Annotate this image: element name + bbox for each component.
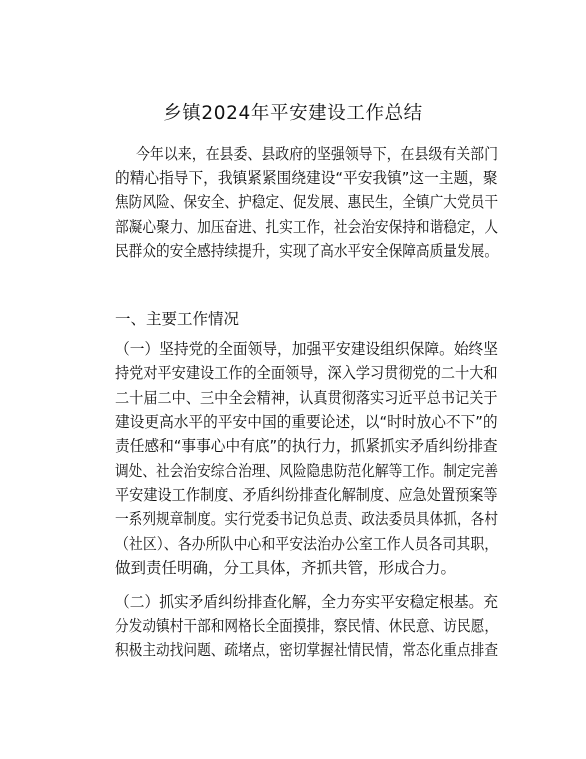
intro-line: 民群众的安全感持续提升，实现了高水平安全保障高质量发展。	[115, 242, 499, 260]
paragraph-line: 责任感和“事事心中有底”的执行力，抓紧抓实矛盾纠纷排查	[115, 437, 498, 455]
document-title: 乡镇2024年平安建设工作总结	[163, 103, 423, 124]
paragraph-line: （二）抓实矛盾纠纷排查化解，全力夯实平安稳定根基。充	[115, 593, 499, 611]
section-heading: 一、主要工作情况	[115, 310, 240, 328]
paragraph-line: 持党对平安建设工作的全面领导，深入学习贯彻党的二十大和	[115, 364, 498, 382]
paragraph-line: （社区）、各办所队中心和平安法治办公室工作人员各司其职，	[115, 535, 499, 553]
intro-line: 焦防风险、保安全、护稳定、促发展、惠民生，全镇广大党员干	[115, 193, 499, 211]
paragraph-line: 调处、社会治安综合治理、风险隐患防范化解等工作。制定完善	[115, 462, 499, 480]
intro-line: 部凝心聚力、加压奋进、扎实工作，社会治安保持和谐稳定，人	[115, 218, 499, 236]
paragraph-line: 平安建设工作制度、矛盾纠纷排查化解制度、应急处置预案等	[115, 486, 498, 504]
intro-line: 今年以来，在县委、县政府的坚强领导下，在县级有关部门	[136, 145, 499, 163]
paragraph-line: （一）坚持党的全面领导，加强平安建设组织保障。始终坚	[115, 340, 499, 358]
paragraph-line: 建设更高水平的平安中国的重要论述，以“时时放心不下”的	[115, 413, 498, 431]
paragraph-line: 做到责任明确，分工具体，齐抓共管，形成合力。	[115, 559, 457, 577]
paragraph-line: 二十届二中、三中全会精神，认真贯彻落实习近平总书记关于	[115, 389, 498, 407]
intro-line: 的精心指导下，我镇紧紧围绕建设“平安我镇”这一主题，聚	[115, 169, 498, 187]
paragraph-line: 分发动镇村干部和网格长全面摸排，察民情、休民意、访民愿，	[115, 617, 499, 635]
paragraph-line: 积极主动找问题、疏堵点，密切掌握社情民情，常态化重点排查	[115, 641, 499, 659]
paragraph-line: 一系列规章制度。实行党委书记负总责、政法委员具体抓，各村	[115, 510, 499, 528]
